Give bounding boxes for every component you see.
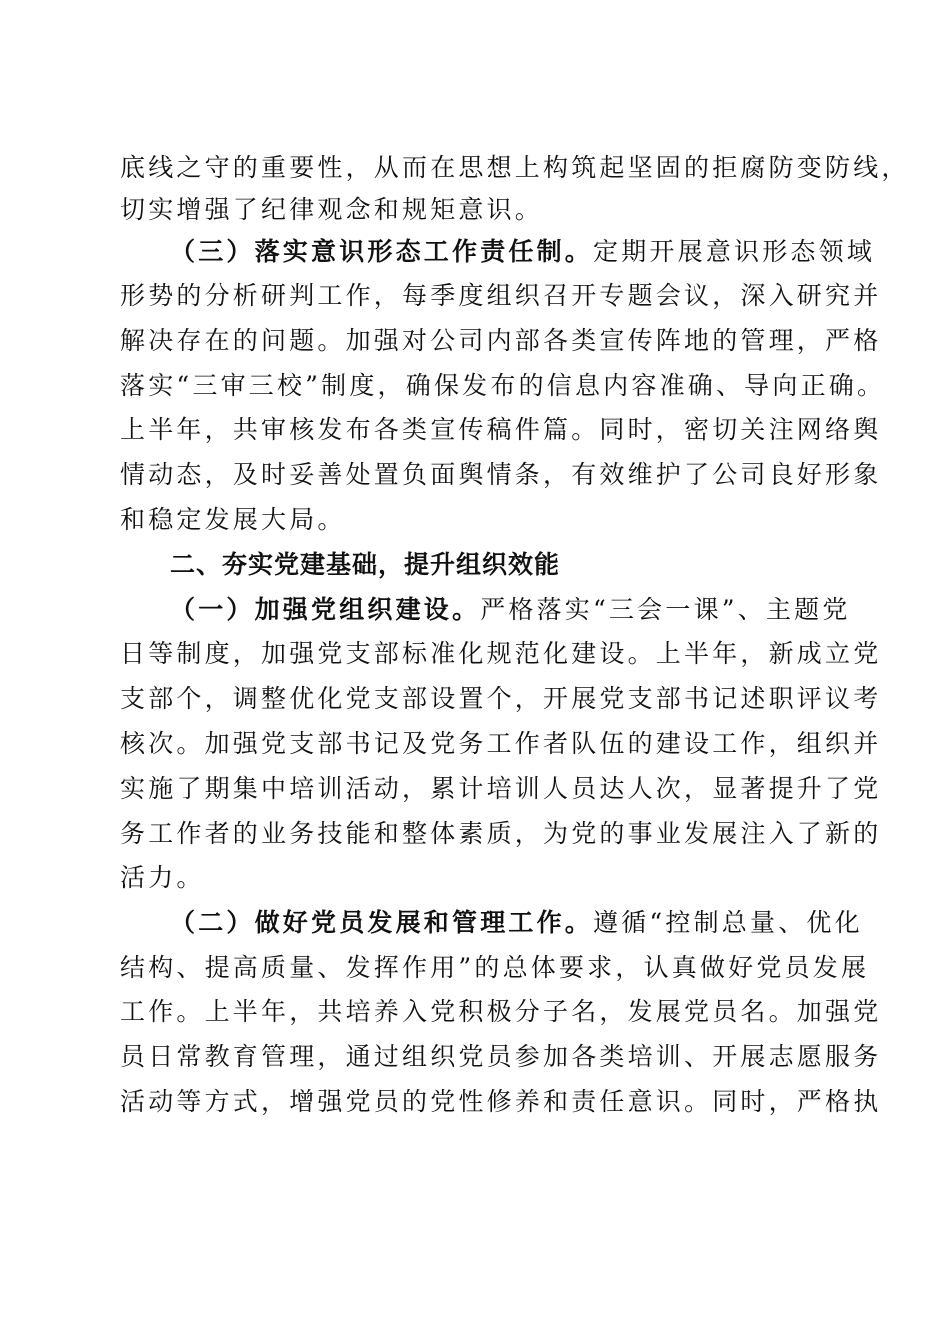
paragraph-3-first-line [170, 594, 851, 626]
paragraph-2-first-line [170, 236, 875, 268]
paragraph-2-line-5: 上半年，共审核发布各类宣传稿件篇。同时，密切关注网络舆 [120, 415, 882, 444]
paragraph-4-line-4: 员日常教育管理，通过组织党员参加各类培训、开展志愿服务 [120, 1042, 882, 1071]
paragraph-2-first-line-rest: 定期开展意识形态领域 [593, 237, 876, 266]
paragraph-2-lead: （三）落实意识形态工作责任制。 [170, 237, 594, 266]
paragraph-2-line-6: 情动态，及时妥善处置负面舆情条，有效维护了公司良好形象 [120, 460, 882, 489]
paragraph-3-line-6: 务工作者的业务技能和整体素质，为党的事业发展注入了新的 [120, 819, 882, 848]
paragraph-2-line-2: 形势的分析研判工作，每季度组织召开专题会议，深入研究并 [120, 281, 882, 310]
paragraph-4-first-line-rest: 遵循“控制总量、优化 [593, 908, 863, 937]
paragraph-2-line-3: 解决存在的问题。加强对公司内部各类宣传阵地的管理，严格 [120, 326, 882, 355]
paragraph-4-lead: （二）做好党员发展和管理工作。 [170, 908, 594, 937]
paragraph-1-line-1: 底线之守的重要性，从而在思想上构筑起坚固的拒腐防变防线， [120, 153, 910, 182]
paragraph-3-first-line-rest: 严格落实“三会一课”、主题党 [480, 595, 851, 624]
paragraph-4-first-line [170, 907, 863, 939]
paragraph-3-lead: （一）加强党组织建设。 [170, 595, 481, 624]
paragraph-4-line-5: 活动等方式，增强党员的党性修养和责任意识。同时，严格执 [120, 1087, 882, 1116]
paragraph-4-line-2: 结构、提高质量、发挥作用”的总体要求，认真做好党员发展 [120, 953, 870, 982]
section-heading: 二、夯实党建基础，提升组织效能 [170, 550, 561, 579]
paragraph-3-line-7: 活力。 [120, 863, 205, 892]
paragraph-3-line-4: 核次。加强党支部书记及党务工作者队伍的建设工作，组织并 [120, 729, 882, 758]
paragraph-3-line-5: 实施了期集中培训活动，累计培训人员达人次，显著提升了党 [120, 774, 882, 803]
paragraph-4-line-3: 工作。上半年，共培养入党积极分子名，发展党员名。加强党 [120, 997, 882, 1026]
paragraph-1-line-2: 切实增强了纪律观念和规矩意识。 [120, 195, 544, 224]
paragraph-3-line-3: 支部个，调整优化党支部设置个，开展党支部书记述职评议考 [120, 684, 882, 713]
paragraph-2-line-4: 落实“三审三校”制度，确保发布的信息内容准确、导向正确。 [120, 371, 886, 400]
paragraph-3-line-2: 日等制度，加强党支部标准化规范化建设。上半年，新成立党 [120, 639, 882, 668]
paragraph-2-line-7: 和稳定发展大局。 [120, 505, 346, 534]
